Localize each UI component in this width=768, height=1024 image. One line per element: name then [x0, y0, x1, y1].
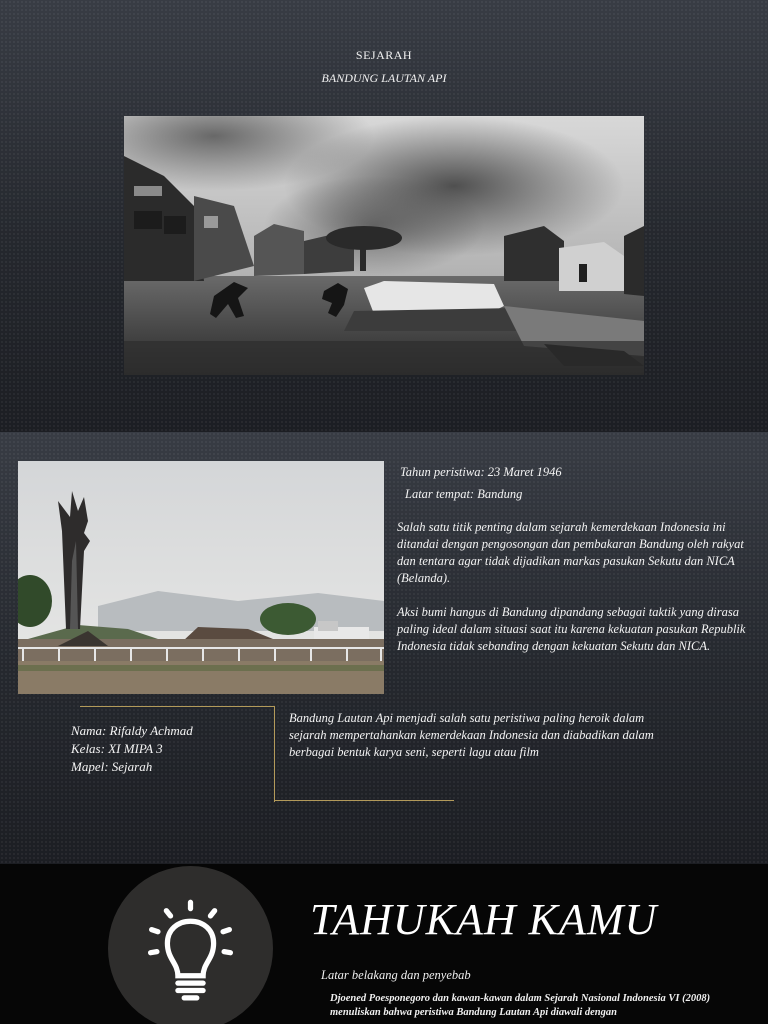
background-body-text: Djoened Poesponegoro dan kawan-kawan dalam Sejarah Nasional Indonesia VI (2008) menuliskan bahwa peristiwa Bandung Lautan Api diawali dengan — [330, 993, 711, 1018]
did-you-know-heading: TAHUKAH KAMU — [310, 895, 658, 944]
battle-street-photo-graphic — [124, 116, 644, 375]
author-class: Kelas: XI MIPA 3 — [71, 741, 163, 756]
author-subject: Mapel: Sejarah — [71, 759, 153, 774]
slide-sejarah — [0, 0, 768, 432]
lightbulb-icon — [138, 896, 243, 1001]
accent-line-top — [80, 706, 274, 707]
paragraph-heroic: Bandung Lautan Api menjadi salah satu peristiwa paling heroik dalam sejarah mempertahankan kemerdekaan Indonesia dan diabadikan dalam berbagai bentuk karya seni, seperti lagu atau film — [289, 711, 654, 759]
icon-circle — [108, 866, 273, 1024]
slide-title: SEJARAH — [355, 48, 413, 62]
monument-field-photo — [18, 461, 384, 694]
accent-line-bottom — [274, 800, 454, 801]
slide-did-you-know — [0, 864, 768, 1024]
background-subheading: Latar belakang dan penyebab — [321, 968, 471, 982]
paragraph-tactic: Aksi bumi hangus di Bandung dipandang sebagai taktik yang dirasa paling ideal dalam situasi saat itu karena kekuatan pasukan Republik Indonesia tidak sebanding dengan kekuatan Sekutu dan NICA. — [397, 605, 746, 653]
author-name: Nama: Rifaldy Achmad — [71, 723, 193, 738]
paragraph-burning: Salah satu titik penting dalam sejarah kemerdekaan Indonesia ini ditandai dengan pengosongan dan pembakaran Bandung oleh rakyat dan tentara agar tidak dijadikan markas pasukan Sekutu dan NICA (Belanda). — [397, 520, 744, 585]
slide-subtitle: BANDUNG LAUTAN API — [321, 71, 447, 85]
event-place: Latar tempat: Bandung — [405, 487, 523, 501]
monument-field-photo-graphic — [18, 461, 384, 694]
slide-info — [0, 432, 768, 864]
accent-line-vertical — [274, 706, 275, 802]
battle-street-photo — [124, 116, 644, 375]
event-year: Tahun peristiwa: 23 Maret 1946 — [400, 465, 562, 479]
